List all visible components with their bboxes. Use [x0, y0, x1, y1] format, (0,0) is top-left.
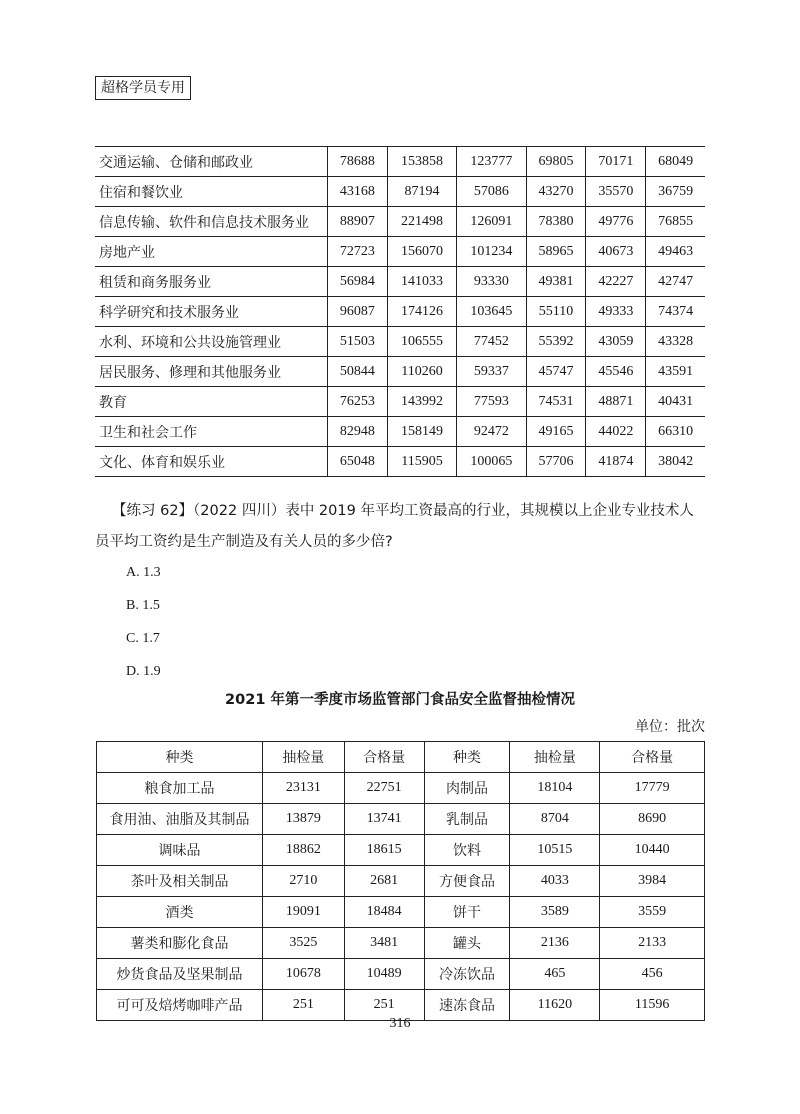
wage-value-cell: 55110: [526, 297, 586, 327]
table-row: [95, 327, 705, 357]
qualified-count-cell: 456: [600, 959, 705, 990]
wage-value-cell: 78688: [328, 147, 388, 177]
food-category-cell: 调味品: [97, 835, 263, 866]
wage-value-cell: 55392: [526, 327, 586, 357]
wage-value-cell: 78380: [526, 207, 586, 237]
sampled-count-cell: 4033: [510, 866, 600, 897]
table-row: [95, 267, 705, 297]
wage-value-cell: 40431: [646, 387, 705, 417]
qualified-count-cell: 251: [344, 990, 424, 1021]
qualified-count-cell: 3481: [344, 928, 424, 959]
wage-value-cell: 36759: [646, 177, 705, 207]
food-category-cell: 炒货食品及坚果制品: [97, 959, 263, 990]
wage-value-cell: 49333: [586, 297, 646, 327]
wage-value-cell: 156070: [387, 237, 456, 267]
table-row: [97, 773, 705, 804]
wage-value-cell: 43591: [646, 357, 705, 387]
wage-value-cell: 76855: [646, 207, 705, 237]
sampled-count-cell: 10515: [510, 835, 600, 866]
food-category-cell: 冷冻饮品: [424, 959, 510, 990]
wage-value-cell: 77593: [457, 387, 526, 417]
food-inspection-table-unit: 单位：批次: [635, 719, 705, 735]
wage-value-cell: 49463: [646, 237, 705, 267]
wage-value-cell: 123777: [457, 147, 526, 177]
qualified-count-cell: 2133: [600, 928, 705, 959]
wage-value-cell: 56984: [328, 267, 388, 297]
wage-value-cell: 74374: [646, 297, 705, 327]
table-row: [97, 804, 705, 835]
sampled-count-cell: 19091: [262, 897, 344, 928]
food-category-cell: 茶叶及相关制品: [97, 866, 263, 897]
qualified-count-cell: 3984: [600, 866, 705, 897]
sampled-count-cell: 11620: [510, 990, 600, 1021]
qualified-count-cell: 13741: [344, 804, 424, 835]
wage-value-cell: 49776: [586, 207, 646, 237]
food-inspection-table: [96, 741, 705, 1021]
student-only-badge: 超格学员专用: [95, 76, 191, 100]
food-category-cell: 饮料: [424, 835, 510, 866]
table-row: [97, 959, 705, 990]
wage-value-cell: 41874: [586, 447, 646, 477]
food-category-cell: 可可及焙烤咖啡产品: [97, 990, 263, 1021]
table-row: [97, 928, 705, 959]
wage-value-cell: 68049: [646, 147, 705, 177]
wage-value-cell: 221498: [387, 207, 456, 237]
table-row: [95, 237, 705, 267]
industry-name-cell: 房地产业: [95, 237, 328, 267]
industry-name-cell: 信息传输、软件和信息技术服务业: [95, 207, 328, 237]
option-c[interactable]: C. 1.7: [126, 631, 160, 646]
qualified-count-cell: 10489: [344, 959, 424, 990]
sampled-count-cell: 2136: [510, 928, 600, 959]
sampled-count-cell: 10678: [262, 959, 344, 990]
wage-value-cell: 126091: [457, 207, 526, 237]
table-row: [97, 866, 705, 897]
industry-name-cell: 文化、体育和娱乐业: [95, 447, 328, 477]
wage-value-cell: 93330: [457, 267, 526, 297]
wage-value-cell: 69805: [526, 147, 586, 177]
table-header-row: [97, 742, 705, 773]
industry-name-cell: 水利、环境和公共设施管理业: [95, 327, 328, 357]
sampled-count-cell: 465: [510, 959, 600, 990]
wage-value-cell: 87194: [387, 177, 456, 207]
wage-value-cell: 50844: [328, 357, 388, 387]
wage-value-cell: 70171: [586, 147, 646, 177]
food-category-cell: 粮食加工品: [97, 773, 263, 804]
wage-value-cell: 103645: [457, 297, 526, 327]
answer-options: [126, 563, 161, 695]
industry-name-cell: 交通运输、仓储和邮政业: [95, 147, 328, 177]
wage-value-cell: 49381: [526, 267, 586, 297]
wage-value-cell: 51503: [328, 327, 388, 357]
wage-value-cell: 88907: [328, 207, 388, 237]
qualified-count-cell: 3559: [600, 897, 705, 928]
wage-value-cell: 42227: [586, 267, 646, 297]
industry-name-cell: 住宿和餐饮业: [95, 177, 328, 207]
wage-value-cell: 40673: [586, 237, 646, 267]
qualified-count-cell: 11596: [600, 990, 705, 1021]
table-row: [95, 177, 705, 207]
column-header: 种类: [97, 742, 263, 773]
sampled-count-cell: 13879: [262, 804, 344, 835]
food-category-cell: 酒类: [97, 897, 263, 928]
wage-value-cell: 45546: [586, 357, 646, 387]
wage-value-cell: 58965: [526, 237, 586, 267]
sampled-count-cell: 3589: [510, 897, 600, 928]
table-row: [97, 897, 705, 928]
table-row: [95, 417, 705, 447]
food-category-cell: 方便食品: [424, 866, 510, 897]
wage-value-cell: 143992: [387, 387, 456, 417]
wage-value-cell: 44022: [586, 417, 646, 447]
wage-value-cell: 96087: [328, 297, 388, 327]
column-header: 合格量: [344, 742, 424, 773]
column-header: 抽检量: [262, 742, 344, 773]
option-a[interactable]: A. 1.3: [126, 565, 161, 580]
qualified-count-cell: 8690: [600, 804, 705, 835]
qualified-count-cell: 18484: [344, 897, 424, 928]
wage-value-cell: 101234: [457, 237, 526, 267]
table-row: [95, 207, 705, 237]
wage-value-cell: 43168: [328, 177, 388, 207]
qualified-count-cell: 10440: [600, 835, 705, 866]
wage-value-cell: 77452: [457, 327, 526, 357]
sampled-count-cell: 8704: [510, 804, 600, 835]
wage-value-cell: 174126: [387, 297, 456, 327]
wage-value-cell: 82948: [328, 417, 388, 447]
sampled-count-cell: 18862: [262, 835, 344, 866]
column-header: 抽检量: [510, 742, 600, 773]
food-category-cell: 罐头: [424, 928, 510, 959]
food-category-cell: 食用油、油脂及其制品: [97, 804, 263, 835]
wage-value-cell: 38042: [646, 447, 705, 477]
column-header: 合格量: [600, 742, 705, 773]
food-category-cell: 乳制品: [424, 804, 510, 835]
food-category-cell: 速冻食品: [424, 990, 510, 1021]
food-inspection-table-title: 2021 年第一季度市场监管部门食品安全监督抽检情况: [225, 692, 575, 708]
industry-name-cell: 卫生和社会工作: [95, 417, 328, 447]
wage-value-cell: 43270: [526, 177, 586, 207]
wage-value-cell: 49165: [526, 417, 586, 447]
wage-value-cell: 42747: [646, 267, 705, 297]
industry-name-cell: 教育: [95, 387, 328, 417]
table-row: [95, 297, 705, 327]
wage-value-cell: 45747: [526, 357, 586, 387]
wage-value-cell: 158149: [387, 417, 456, 447]
wage-value-cell: 92472: [457, 417, 526, 447]
wage-value-cell: 66310: [646, 417, 705, 447]
table-row: [97, 835, 705, 866]
table-row: [95, 357, 705, 387]
wage-value-cell: 43328: [646, 327, 705, 357]
qualified-count-cell: 18615: [344, 835, 424, 866]
column-header: 种类: [424, 742, 510, 773]
wage-value-cell: 100065: [457, 447, 526, 477]
table-row: [95, 447, 705, 477]
wage-value-cell: 76253: [328, 387, 388, 417]
sampled-count-cell: 251: [262, 990, 344, 1021]
qualified-count-cell: 22751: [344, 773, 424, 804]
wage-value-cell: 48871: [586, 387, 646, 417]
wage-value-cell: 43059: [586, 327, 646, 357]
wage-value-cell: 141033: [387, 267, 456, 297]
wage-value-cell: 59337: [457, 357, 526, 387]
wage-value-cell: 57086: [457, 177, 526, 207]
qualified-count-cell: 17779: [600, 773, 705, 804]
sampled-count-cell: 2710: [262, 866, 344, 897]
wage-value-cell: 35570: [586, 177, 646, 207]
wage-value-cell: 153858: [387, 147, 456, 177]
food-category-cell: 薯类和膨化食品: [97, 928, 263, 959]
page-number: 316: [389, 1016, 411, 1031]
wage-value-cell: 110260: [387, 357, 456, 387]
option-b[interactable]: B. 1.5: [126, 598, 160, 613]
food-category-cell: 饼干: [424, 897, 510, 928]
sampled-count-cell: 23131: [262, 773, 344, 804]
industry-name-cell: 租赁和商务服务业: [95, 267, 328, 297]
wage-value-cell: 72723: [328, 237, 388, 267]
wage-value-cell: 106555: [387, 327, 456, 357]
wage-value-cell: 74531: [526, 387, 586, 417]
wage-value-cell: 65048: [328, 447, 388, 477]
industry-name-cell: 科学研究和技术服务业: [95, 297, 328, 327]
sampled-count-cell: 18104: [510, 773, 600, 804]
option-d[interactable]: D. 1.9: [126, 664, 161, 679]
industry-name-cell: 居民服务、修理和其他服务业: [95, 357, 328, 387]
practice-question: 【练习 62】（2022 四川）表中 2019 年平均工资最高的行业，其规模以上企业专业技术人员平均工资约是生产制造及有关人员的多少倍?: [95, 503, 694, 550]
industry-wage-table: [95, 146, 705, 477]
sampled-count-cell: 3525: [262, 928, 344, 959]
food-category-cell: 肉制品: [424, 773, 510, 804]
qualified-count-cell: 2681: [344, 866, 424, 897]
table-row: [95, 147, 705, 177]
wage-value-cell: 57706: [526, 447, 586, 477]
wage-value-cell: 115905: [387, 447, 456, 477]
table-row: [95, 387, 705, 417]
